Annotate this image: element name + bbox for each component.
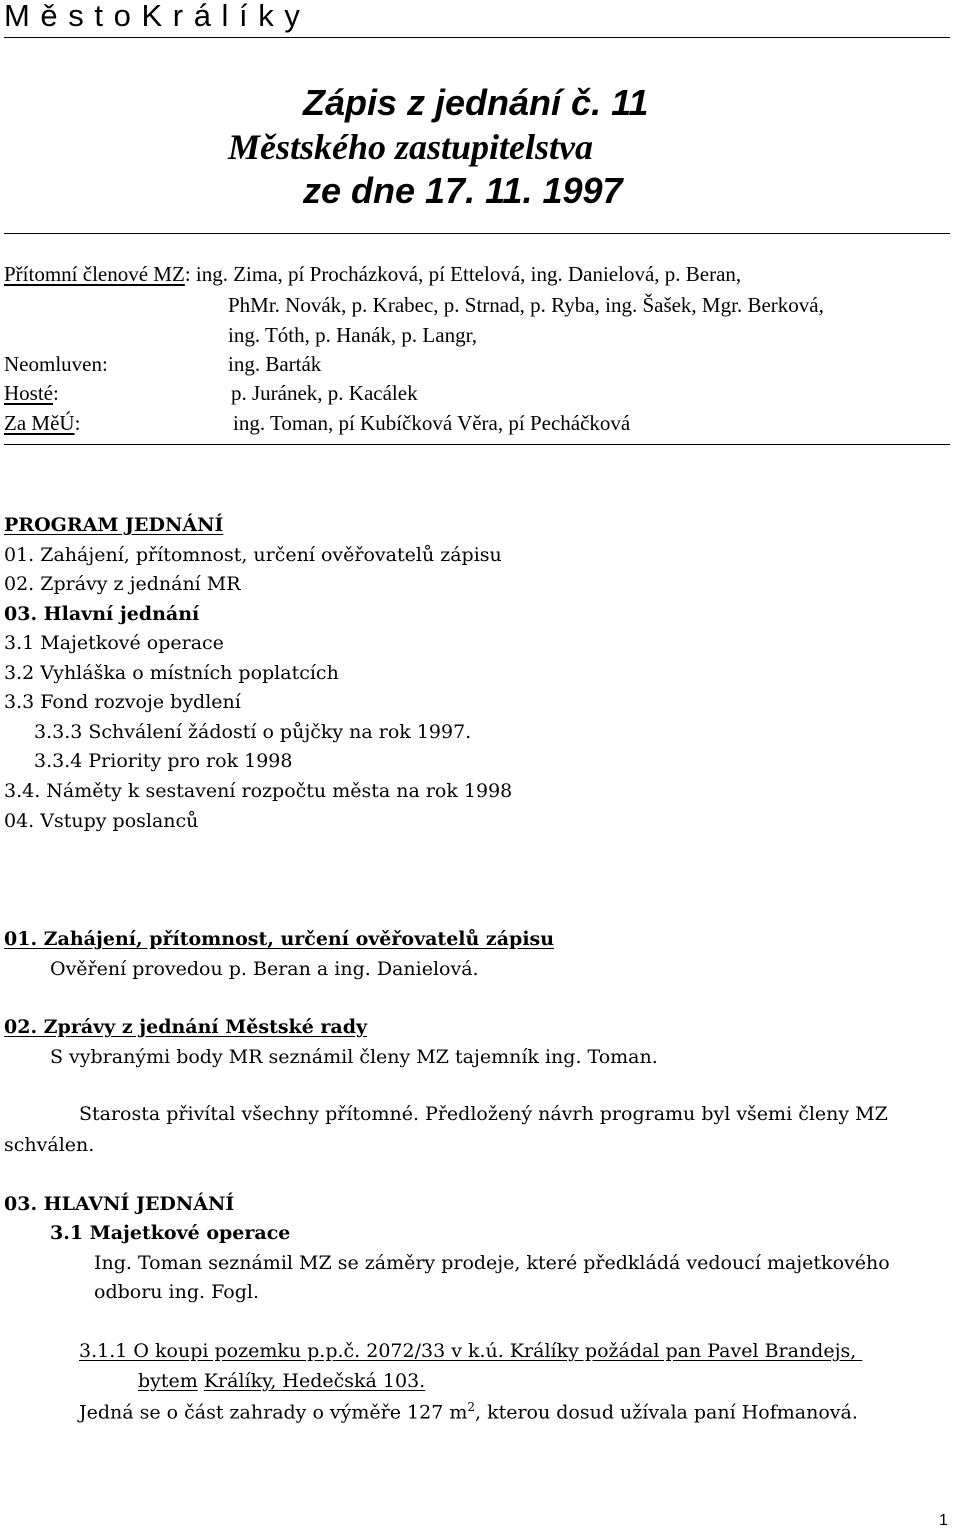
page-number: 1 [939,1512,948,1529]
program-item: 3.4. Náměty k sestavení rozpočtu města na rok 1998 [4,780,513,802]
office-label: Za MěÚ [4,411,75,435]
section-311-line-1: 3.1.1 O koupi pozemku p.p.č. 2072/33 v k.ú. Králíky požádal pan Pavel Brandejs, [79,1340,863,1362]
members-line-2: PhMr. Novák, p. Krabec, p. Strnad, p. Ryba, ing. Šašek, Mgr. Berková, [228,293,824,317]
header-rule [4,37,950,38]
office-colon: : [74,411,81,435]
title-rule [4,233,950,234]
section-02-text: S vybranými body MR seznámil členy MZ tajemník ing. Toman. [50,1046,658,1068]
program-item: 3.3 Fond rozvoje bydlení [4,691,241,713]
section-311-text-b: , kterou dosud užívala paní Hofmanová. [475,1401,858,1424]
program-item: 3.2 Vyhláška o místních poplatcích [4,662,339,684]
section-311-line-3 [79,1400,858,1423]
section-02-paragraph-line-2: schválen. [4,1134,95,1156]
members-line-3: ing. Tóth, p. Hanák, p. Langr, [228,323,477,347]
section-03-heading: 03. HLAVNÍ JEDNÁNÍ [4,1193,235,1215]
members-line-1 [4,262,741,287]
absent-label: Neomluven: [4,352,108,376]
section-31-line-1: Ing. Toman seznámil MZ se záměry prodeje, které předkládá vedoucí majetkového [94,1252,890,1274]
program-item: 04. Vstupy poslanců [4,810,199,832]
guests-value: p. Juránek, p. Kacálek [231,381,418,405]
absent-value: ing. Barták [228,352,322,376]
office-value: ing. Toman, pí Kubíčková Věra, pí Pecháčková [233,411,631,435]
city-header: M ě s t o K r á l í k y [4,0,301,33]
section-31-heading: 3.1 Majetkové operace [50,1222,291,1244]
program-item: 3.3.4 Priority pro rok 1998 [34,750,293,772]
section-01-text: Ověření provedou p. Beran a ing. Danielová. [50,958,479,980]
title-line-3: ze dne 17. 11. 1997 [303,170,623,211]
guests-label: Hosté [4,381,53,405]
section-31-line-2: odboru ing. Fogl. [94,1281,259,1303]
section-311-bytem: bytem [138,1370,198,1392]
guests-label-wrap [4,381,59,406]
section-311-address: Králíky, Hedečská 103. [203,1370,426,1392]
section-02-paragraph-line-1: Starosta přivítal všechny přítomné. Předložený návrh programu byl všemi členy MZ [79,1103,888,1125]
section-311-line-2 [138,1370,425,1392]
members-label: Přítomní členové MZ [4,262,185,286]
section-311-text-a: Jedná se o část zahrady o výměře 127 m [79,1401,468,1424]
members-text-1: : ing. Zima, pí Procházková, pí Ettelová, ing. Danielová, p. Beran, [184,262,742,286]
section-02-heading: 02. Zprávy z jednání Městské rady [4,1016,368,1038]
program-item: 3.3.3 Schválení žádostí o půjčky na rok 1997. [34,721,472,743]
program-item: 3.1 Majetkové operace [4,632,224,654]
title-line-1: Zápis z jednání č. 11 [303,82,649,123]
program-item: 03. Hlavní jednání [4,603,200,625]
program-item: 02. Zprávy z jednání MR [4,573,241,595]
program-item: 01. Zahájení, přítomnost, určení ověřovatelů zápisu [4,544,502,566]
title-line-2: Městského zastupitelstva [228,127,594,167]
section-01-heading: 01. Zahájení, přítomnost, určení ověřovatelů zápisu [4,928,555,950]
office-label-wrap [4,411,80,436]
section-311-superscript: 2 [467,1400,475,1414]
guests-colon: : [53,381,59,405]
program-heading: PROGRAM JEDNÁNÍ [4,514,224,536]
attendance-rule [4,444,950,445]
